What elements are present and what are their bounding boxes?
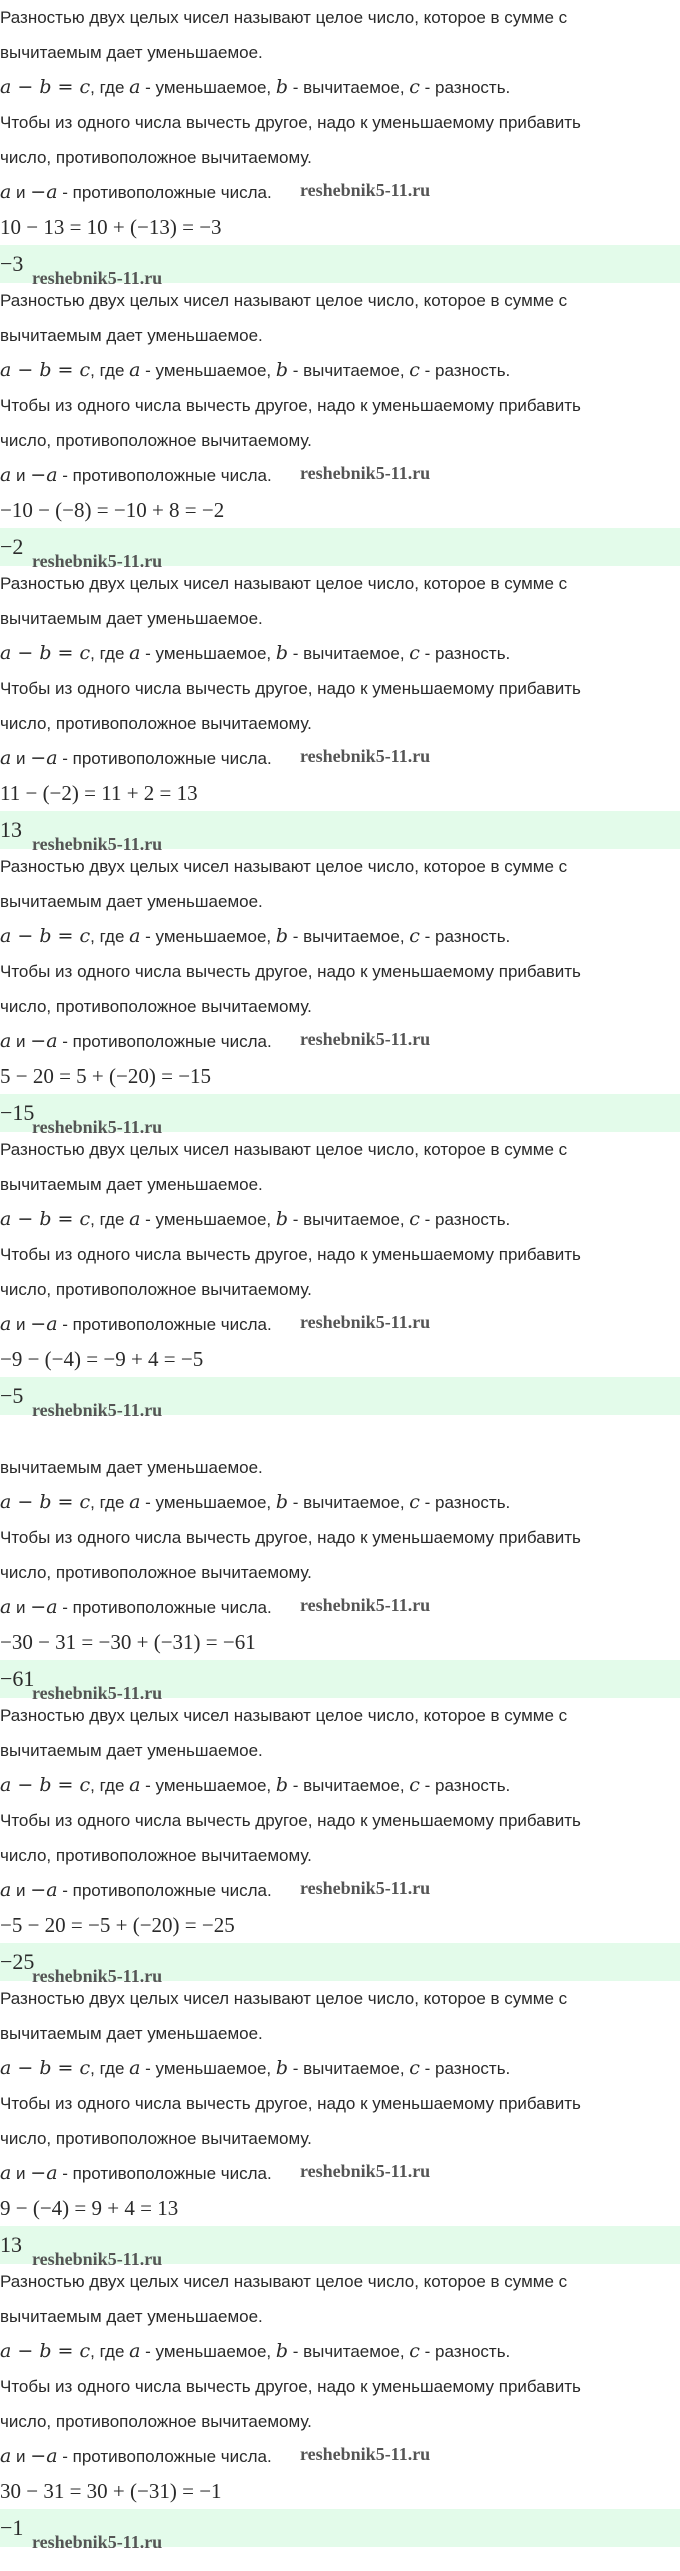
answer-box: −5	[0, 1377, 680, 1415]
definition-formula	[0, 1202, 680, 1237]
var-neg-a: −a	[30, 1596, 58, 1618]
var-a: a	[129, 76, 141, 98]
answer-box: −3	[0, 245, 680, 283]
text: , где	[90, 644, 130, 663]
rule-line-1: Чтобы из одного числа вычесть другое, надо к уменьшаемому прибавить	[0, 396, 581, 415]
definition-line-1: Разностью двух целых чисел называют целое число, которое в сумме с	[0, 857, 568, 876]
formula: a − b = c	[0, 359, 91, 381]
var-neg-a: −a	[30, 2162, 58, 2184]
watermark: reshebnik5-11.ru	[32, 1400, 163, 1420]
solution-block	[0, 1698, 680, 1986]
var-a: a	[129, 1774, 141, 1796]
text: и	[11, 2164, 31, 2183]
definition-line-1: Разностью двух целых чисел называют целое число, которое в сумме с	[0, 8, 568, 27]
answer-box: −1	[0, 2509, 680, 2547]
definition-line-1: Разностью двух целых чисел называют целое число, которое в сумме с	[0, 574, 568, 593]
text: - разность.	[419, 927, 511, 946]
var-c: c	[409, 642, 420, 664]
text: , где	[90, 1210, 130, 1229]
watermark: reshebnik5-11.ru	[300, 1312, 431, 1332]
text: - противоположные числа.	[57, 1315, 272, 1334]
text: и	[11, 1598, 31, 1617]
var-a: a	[0, 1313, 12, 1335]
watermark: reshebnik5-11.ru	[300, 1029, 431, 1049]
opposite-numbers-line	[0, 175, 680, 210]
text: - уменьшаемое,	[140, 78, 276, 97]
answer-box: 13	[0, 2226, 680, 2264]
text: - вычитаемое,	[288, 1493, 410, 1512]
rule-line-1: Чтобы из одного числа вычесть другое, надо к уменьшаемому прибавить	[0, 1245, 581, 1264]
rule-line-2: число, противоположное вычитаемому.	[0, 148, 312, 167]
text: - разность.	[419, 2342, 511, 2361]
equation: −9 − (−4) = −9 + 4 = −5	[0, 1347, 204, 1371]
answer-box: −25	[0, 1943, 680, 1981]
text: - вычитаемое,	[288, 361, 410, 380]
text: - разность.	[419, 78, 511, 97]
equation: −5 − 20 = −5 + (−20) = −25	[0, 1913, 235, 1937]
rule-line-1: Чтобы из одного числа вычесть другое, надо к уменьшаемому прибавить	[0, 1528, 581, 1547]
equation: 9 − (−4) = 9 + 4 = 13	[0, 2196, 179, 2220]
watermark: reshebnik5-11.ru	[300, 2444, 431, 2464]
var-b: b	[275, 1774, 289, 1796]
var-b: b	[275, 1208, 289, 1230]
answer-box: −15	[0, 1094, 680, 1132]
rule-line-2: число, противоположное вычитаемому.	[0, 2412, 312, 2431]
rule-line-1: Чтобы из одного числа вычесть другое, надо к уменьшаемому прибавить	[0, 679, 581, 698]
var-a: a	[0, 464, 12, 486]
text: - вычитаемое,	[288, 1776, 410, 1795]
text: - противоположные числа.	[57, 466, 272, 485]
solution-block	[0, 0, 680, 288]
watermark: reshebnik5-11.ru	[300, 180, 431, 200]
var-a: a	[129, 359, 141, 381]
equation: −10 − (−8) = −10 + 8 = −2	[0, 498, 225, 522]
var-neg-a: −a	[30, 747, 58, 769]
text: и	[11, 183, 31, 202]
opposite-numbers-line	[0, 2439, 680, 2474]
definition-formula	[0, 919, 680, 954]
text: - разность.	[419, 361, 511, 380]
text: , где	[90, 361, 130, 380]
text: - вычитаемое,	[288, 927, 410, 946]
definition-formula	[0, 2051, 680, 2086]
text: и	[11, 1881, 31, 1900]
text: - разность.	[419, 1493, 511, 1512]
var-b: b	[275, 2340, 289, 2362]
opposite-numbers-line	[0, 1590, 680, 1625]
var-a: a	[129, 2057, 141, 2079]
text: - противоположные числа.	[57, 2447, 272, 2466]
var-b: b	[275, 642, 289, 664]
text: - уменьшаемое,	[140, 1493, 276, 1512]
rule-line-1: Чтобы из одного числа вычесть другое, надо к уменьшаемому прибавить	[0, 2377, 581, 2396]
text: , где	[90, 927, 130, 946]
answer-box: −2	[0, 528, 680, 566]
formula: a − b = c	[0, 2340, 91, 2362]
text: , где	[90, 2059, 130, 2078]
solution-block	[0, 2264, 680, 2552]
definition-line-2: вычитаемым дает уменьшаемое.	[0, 2307, 263, 2326]
var-c: c	[409, 1774, 420, 1796]
text: - уменьшаемое,	[140, 927, 276, 946]
text: , где	[90, 1493, 130, 1512]
text: - противоположные числа.	[57, 183, 272, 202]
definition-line-1: Разностью двух целых чисел называют целое число, которое в сумме с	[0, 1706, 568, 1725]
formula: a − b = c	[0, 925, 91, 947]
definition-line-2: вычитаемым дает уменьшаемое.	[0, 892, 263, 911]
text: , где	[90, 2342, 130, 2361]
formula: a − b = c	[0, 642, 91, 664]
text: - разность.	[419, 2059, 511, 2078]
solution-block	[0, 1132, 680, 1420]
text: и	[11, 1032, 31, 1051]
equation: 10 − 13 = 10 + (−13) = −3	[0, 215, 222, 239]
watermark: reshebnik5-11.ru	[300, 1595, 431, 1615]
rule-line-2: число, противоположное вычитаемому.	[0, 1563, 312, 1582]
var-a: a	[0, 1030, 12, 1052]
text: - вычитаемое,	[288, 2342, 410, 2361]
watermark: reshebnik5-11.ru	[32, 834, 163, 854]
definition-line-2: вычитаемым дает уменьшаемое.	[0, 326, 263, 345]
var-b: b	[275, 925, 289, 947]
text: - уменьшаемое,	[140, 361, 276, 380]
var-b: b	[275, 1491, 289, 1513]
rule-line-1: Чтобы из одного числа вычесть другое, надо к уменьшаемому прибавить	[0, 2094, 581, 2113]
formula: a − b = c	[0, 1208, 91, 1230]
var-neg-a: −a	[30, 2445, 58, 2467]
solution-block	[0, 1981, 680, 2269]
text: - уменьшаемое,	[140, 2059, 276, 2078]
watermark: reshebnik5-11.ru	[32, 551, 163, 571]
opposite-numbers-line	[0, 1873, 680, 1908]
equation: 30 − 31 = 30 + (−31) = −1	[0, 2479, 222, 2503]
text: - уменьшаемое,	[140, 1210, 276, 1229]
watermark: reshebnik5-11.ru	[300, 463, 431, 483]
equation: −30 − 31 = −30 + (−31) = −61	[0, 1630, 256, 1654]
definition-line-1: Разностью двух целых чисел называют целое число, которое в сумме с	[0, 1140, 568, 1159]
var-a: a	[0, 2162, 12, 2184]
text: , где	[90, 1776, 130, 1795]
rule-line-2: число, противоположное вычитаемому.	[0, 1846, 312, 1865]
solution-block	[0, 1415, 680, 1703]
var-a: a	[0, 1879, 12, 1901]
text: - вычитаемое,	[288, 1210, 410, 1229]
var-neg-a: −a	[30, 1313, 58, 1335]
definition-formula	[0, 70, 680, 105]
text: - противоположные числа.	[57, 2164, 272, 2183]
var-b: b	[275, 76, 289, 98]
definition-formula	[0, 1768, 680, 1803]
text: и	[11, 749, 31, 768]
text: - вычитаемое,	[288, 644, 410, 663]
formula: a − b = c	[0, 76, 91, 98]
watermark: reshebnik5-11.ru	[32, 268, 163, 288]
var-c: c	[409, 925, 420, 947]
var-neg-a: −a	[30, 1879, 58, 1901]
opposite-numbers-line	[0, 741, 680, 776]
definition-formula	[0, 636, 680, 671]
var-c: c	[409, 1208, 420, 1230]
watermark: reshebnik5-11.ru	[32, 2249, 163, 2269]
text: - разность.	[419, 644, 511, 663]
text: - вычитаемое,	[288, 2059, 410, 2078]
definition-formula	[0, 2334, 680, 2369]
var-b: b	[275, 2057, 289, 2079]
formula: a − b = c	[0, 1491, 91, 1513]
text: - уменьшаемое,	[140, 644, 276, 663]
rule-line-2: число, противоположное вычитаемому.	[0, 1280, 312, 1299]
definition-line-1: Разностью двух целых чисел называют целое число, которое в сумме с	[0, 1989, 568, 2008]
definition-line-2: вычитаемым дает уменьшаемое.	[0, 1175, 263, 1194]
watermark: reshebnik5-11.ru	[32, 1117, 163, 1137]
var-a: a	[129, 1491, 141, 1513]
var-a: a	[0, 181, 12, 203]
var-a: a	[129, 925, 141, 947]
definition-line-2: вычитаемым дает уменьшаемое.	[0, 2024, 263, 2043]
definition-line-1: Разностью двух целых чисел называют целое число, которое в сумме с	[0, 291, 568, 310]
rule-line-2: число, противоположное вычитаемому.	[0, 431, 312, 450]
var-c: c	[409, 1491, 420, 1513]
var-c: c	[409, 76, 420, 98]
rule-line-1: Чтобы из одного числа вычесть другое, надо к уменьшаемому прибавить	[0, 113, 581, 132]
watermark: reshebnik5-11.ru	[32, 1683, 163, 1703]
text: - разность.	[419, 1210, 511, 1229]
var-a: a	[0, 1596, 12, 1618]
var-a: a	[129, 2340, 141, 2362]
var-neg-a: −a	[30, 464, 58, 486]
watermark: reshebnik5-11.ru	[300, 746, 431, 766]
text: - противоположные числа.	[57, 1598, 272, 1617]
text: и	[11, 466, 31, 485]
definition-line-1	[0, 1415, 680, 1450]
text: - противоположные числа.	[57, 1032, 272, 1051]
watermark: reshebnik5-11.ru	[300, 2161, 431, 2181]
formula: a − b = c	[0, 2057, 91, 2079]
rule-line-1: Чтобы из одного числа вычесть другое, надо к уменьшаемому прибавить	[0, 1811, 581, 1830]
definition-formula	[0, 1485, 680, 1520]
definition-line-2: вычитаемым дает уменьшаемое.	[0, 43, 263, 62]
opposite-numbers-line	[0, 1024, 680, 1059]
answer-box: 13	[0, 811, 680, 849]
var-b: b	[275, 359, 289, 381]
definition-line-1: Разностью двух целых чисел называют целое число, которое в сумме с	[0, 2272, 568, 2291]
answer-box: −61	[0, 1660, 680, 1698]
text: , где	[90, 78, 130, 97]
opposite-numbers-line	[0, 2156, 680, 2191]
equation: 5 − 20 = 5 + (−20) = −15	[0, 1064, 212, 1088]
var-a: a	[129, 1208, 141, 1230]
definition-line-2: вычитаемым дает уменьшаемое.	[0, 1458, 263, 1477]
formula: a − b = c	[0, 1774, 91, 1796]
var-a: a	[0, 2445, 12, 2467]
solution-block	[0, 566, 680, 854]
opposite-numbers-line	[0, 458, 680, 493]
watermark: reshebnik5-11.ru	[300, 1878, 431, 1898]
definition-line-2: вычитаемым дает уменьшаемое.	[0, 609, 263, 628]
text: - противоположные числа.	[57, 1881, 272, 1900]
definition-formula	[0, 353, 680, 388]
rule-line-2: число, противоположное вычитаемому.	[0, 2129, 312, 2148]
text: - уменьшаемое,	[140, 1776, 276, 1795]
text: - противоположные числа.	[57, 749, 272, 768]
var-neg-a: −a	[30, 1030, 58, 1052]
var-c: c	[409, 359, 420, 381]
equation: 11 − (−2) = 11 + 2 = 13	[0, 781, 198, 805]
var-neg-a: −a	[30, 181, 58, 203]
rule-line-1: Чтобы из одного числа вычесть другое, надо к уменьшаемому прибавить	[0, 962, 581, 981]
text: - уменьшаемое,	[140, 2342, 276, 2361]
text: и	[11, 2447, 31, 2466]
watermark: reshebnik5-11.ru	[32, 1966, 163, 1986]
rule-line-2: число, противоположное вычитаемому.	[0, 997, 312, 1016]
opposite-numbers-line	[0, 1307, 680, 1342]
solution-block	[0, 849, 680, 1137]
rule-line-2: число, противоположное вычитаемому.	[0, 714, 312, 733]
var-c: c	[409, 2340, 420, 2362]
watermark: reshebnik5-11.ru	[32, 2532, 163, 2552]
var-a: a	[129, 642, 141, 664]
text: и	[11, 1315, 31, 1334]
var-c: c	[409, 2057, 420, 2079]
text: - разность.	[419, 1776, 511, 1795]
var-a: a	[0, 747, 12, 769]
text: - вычитаемое,	[288, 78, 410, 97]
definition-line-2: вычитаемым дает уменьшаемое.	[0, 1741, 263, 1760]
solution-block	[0, 283, 680, 571]
